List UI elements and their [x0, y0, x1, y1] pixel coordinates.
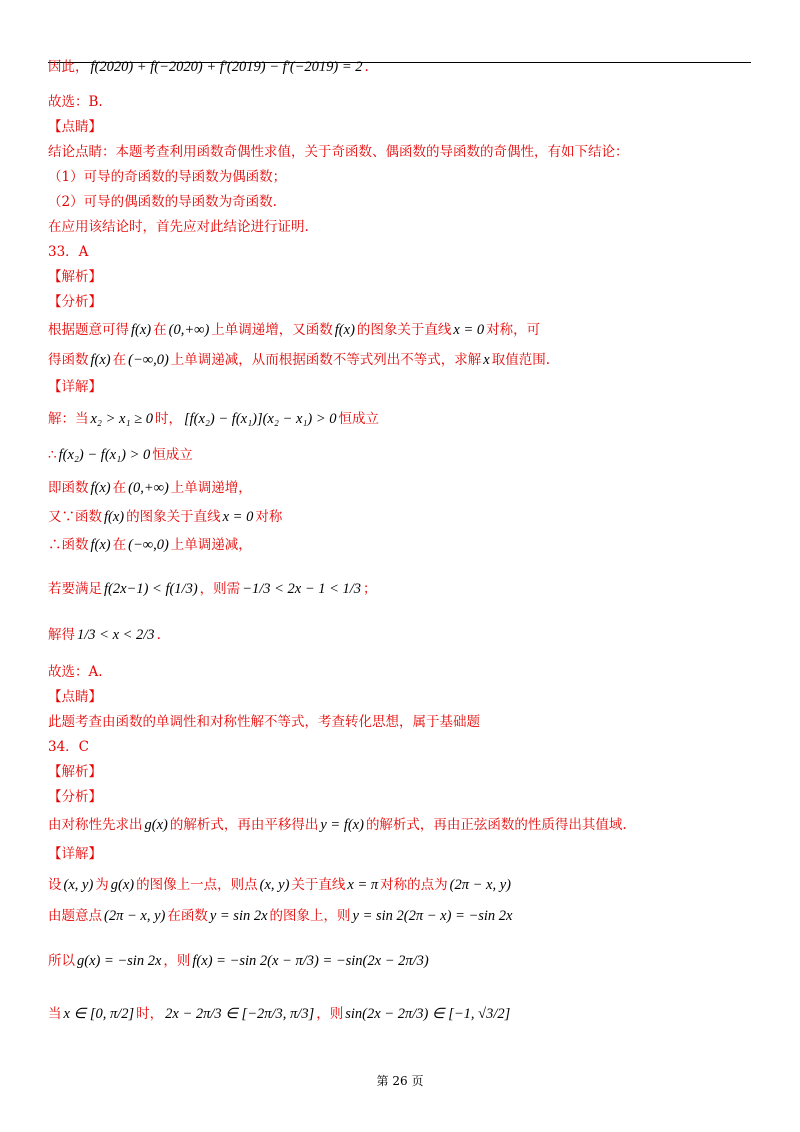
text-segment: 由对称性先求出 — [48, 816, 143, 833]
text-segment: 在 — [112, 479, 127, 496]
page-number: 第 26 页 — [376, 1074, 424, 1088]
text-line — [48, 1007, 512, 1022]
text-segment: ，则 — [163, 952, 191, 969]
text-segment: 设 — [48, 876, 62, 893]
text-line — [48, 510, 282, 525]
math-expression: (2π − x, y) — [104, 908, 166, 924]
math-expression: (−∞,0) — [128, 352, 169, 368]
text-line — [48, 296, 102, 310]
text-segment: ∴函数 — [48, 536, 89, 553]
text-segment: 由题意点 — [48, 907, 102, 924]
text-segment: 对称，可 — [486, 321, 541, 338]
text-line — [48, 741, 89, 755]
math-expression: f(x) — [104, 509, 125, 525]
math-expression: x ∈ [0, π/2] — [63, 1006, 135, 1022]
text-segment: 【分析】 — [48, 789, 102, 805]
math-expression: (0,+∞) — [168, 322, 210, 338]
text-segment: 在 — [153, 321, 167, 338]
text-segment: 【解析】 — [48, 269, 102, 285]
text-segment: 的解析式，再由正弦函数的性质得出其值域. — [365, 816, 627, 833]
math-expression: x = 0 — [453, 322, 485, 338]
text-segment: 上单调递减，从而根据函数不等式列出不等式，求解 — [170, 351, 482, 368]
math-expression: f(x) = −sin 2(x − π/3) = −sin(2x − 2π/3) — [192, 953, 429, 969]
math-expression: sin(2x − 2π/3) ∈ [−1, √3/2] — [345, 1006, 511, 1022]
text-segment: 的图象上，则 — [269, 907, 351, 924]
text-segment: 的图象关于直线 — [126, 508, 221, 525]
text-segment: 【详解】 — [48, 379, 102, 395]
text-line — [48, 412, 379, 427]
text-line — [48, 818, 627, 833]
text-segment: 恒成立 — [338, 410, 380, 427]
text-line — [48, 60, 369, 75]
math-expression: f(2020) + f(−2020) + f′(2019) − f′(−2019) = 2 — [90, 59, 363, 75]
text-segment: 解得 — [48, 626, 75, 643]
text-segment: 此题考查由函数的单调性和对称性解不等式，考查转化思想，属于基础题 — [48, 714, 480, 730]
text-line — [48, 171, 286, 185]
text-segment: 关于直线 — [291, 876, 346, 893]
math-expression: x — [483, 352, 490, 368]
text-segment: 34．C — [48, 739, 90, 755]
text-segment: . — [364, 58, 369, 75]
text-segment: 根据题意可得 — [48, 321, 129, 338]
math-expression: (0,+∞) — [128, 480, 169, 496]
text-segment: 在应用该结论时，首先应对此结论进行证明. — [48, 219, 309, 235]
text-segment: 为 — [95, 876, 109, 893]
text-segment: 取值范围. — [491, 351, 551, 368]
math-expression: (−∞,0) — [128, 537, 169, 553]
text-segment: 对称的点为 — [380, 876, 448, 893]
text-line — [48, 878, 513, 893]
math-expression: x₂ > x₁ ≥ 0 — [90, 411, 153, 427]
text-line — [48, 954, 431, 969]
math-expression: y = sin 2x — [209, 908, 268, 924]
text-segment: 若要满足 — [48, 580, 102, 597]
text-line — [48, 666, 103, 680]
text-segment: 得函数 — [48, 351, 89, 368]
text-line — [48, 582, 377, 597]
text-segment: 时， — [154, 410, 182, 427]
math-expression: f(x) — [90, 352, 111, 368]
text-segment: 时， — [136, 1005, 164, 1022]
text-segment: （2）可导的偶函数的导函数为奇函数. — [48, 194, 277, 210]
text-segment: 即函数 — [48, 479, 89, 496]
text-segment: ，则需 — [199, 580, 241, 597]
math-expression: f(x) — [334, 322, 355, 338]
text-line — [48, 791, 102, 805]
math-expression: f(2x−1) < f(1/3) — [104, 581, 198, 597]
text-segment: ； — [363, 580, 377, 597]
math-expression: g(x) — [110, 877, 135, 893]
math-expression: g(x) = −sin 2x — [77, 953, 162, 969]
text-line — [48, 196, 277, 210]
math-expression: 2x − 2π/3 ∈ [−2π/3, π/3] — [165, 1006, 315, 1022]
text-line — [48, 538, 252, 553]
text-segment: 33．A — [48, 244, 89, 260]
math-expression: x = 0 — [222, 509, 254, 525]
text-segment: 因此， — [48, 58, 89, 75]
text-segment: 【详解】 — [48, 846, 102, 862]
text-segment: 的图像上一点，则点 — [136, 876, 258, 893]
text-segment: 解：当 — [48, 410, 89, 427]
text-segment: 又∵函数 — [48, 508, 102, 525]
text-segment: 恒成立 — [152, 446, 193, 463]
text-segment: . — [156, 626, 161, 643]
math-expression: f(x) — [131, 322, 152, 338]
text-segment: 上单调递增，又函数 — [211, 321, 333, 338]
text-segment: 上单调递减， — [170, 536, 252, 553]
text-segment: 结论点睛：本题考查利用函数奇偶性求值，关于奇函数、偶函数的导函数的奇偶性，有如下结论： — [48, 144, 629, 160]
text-line — [48, 448, 193, 463]
math-expression: f(x) — [90, 537, 111, 553]
text-segment: 故选：B. — [48, 94, 103, 110]
text-segment: 在 — [112, 536, 127, 553]
math-expression: x = π — [347, 877, 379, 893]
math-expression: g(x) — [144, 817, 168, 833]
math-expression: (x, y) — [63, 877, 94, 893]
text-line — [48, 848, 102, 862]
text-segment: 故选：A. — [48, 664, 103, 680]
text-line — [48, 146, 629, 160]
text-line — [48, 246, 88, 260]
math-expression: y = f(x) — [320, 817, 364, 833]
text-segment: 的图象关于直线 — [356, 321, 452, 338]
text-segment: 【点睛】 — [48, 689, 102, 705]
text-line — [48, 909, 515, 924]
text-line — [48, 121, 102, 135]
text-segment: 上单调递增， — [170, 479, 252, 496]
text-segment: 对称 — [255, 508, 283, 525]
math-expression: −1/3 < 2x − 1 < 1/3 — [242, 581, 362, 597]
text-line — [48, 353, 550, 368]
text-segment: ∴ — [48, 446, 57, 463]
text-segment: 【解析】 — [48, 764, 102, 780]
text-segment: 【分析】 — [48, 294, 102, 310]
math-expression: (2π − x, y) — [449, 877, 511, 893]
text-line — [48, 766, 102, 780]
text-segment: 在函数 — [167, 907, 208, 924]
math-expression: 1/3 < x < 2/3 — [77, 627, 155, 643]
text-line — [48, 323, 540, 338]
text-segment: 的解析式，再由平移得出 — [169, 816, 319, 833]
math-expression: y = sin 2(2π − x) = −sin 2x — [352, 908, 513, 924]
text-line — [48, 96, 103, 110]
text-line — [48, 221, 309, 235]
text-segment: （1）可导的奇函数的导函数为偶函数； — [48, 169, 287, 185]
math-expression: (x, y) — [259, 877, 290, 893]
text-segment: 在 — [112, 351, 127, 368]
text-segment: 当 — [48, 1005, 62, 1022]
text-line — [48, 271, 102, 285]
text-line — [48, 691, 102, 705]
text-line — [48, 716, 480, 730]
math-expression: f(x₂) − f(x₁) > 0 — [58, 447, 151, 463]
text-segment: 【点睛】 — [48, 119, 102, 135]
text-segment: 所以 — [48, 952, 75, 969]
text-line — [48, 628, 161, 643]
text-line — [48, 381, 102, 395]
text-line — [48, 481, 252, 496]
math-expression: f(x) — [90, 480, 111, 496]
text-segment: ，则 — [316, 1005, 344, 1022]
math-expression: [f(x₂) − f(x₁)](x₂ − x₁) > 0 — [183, 411, 337, 427]
